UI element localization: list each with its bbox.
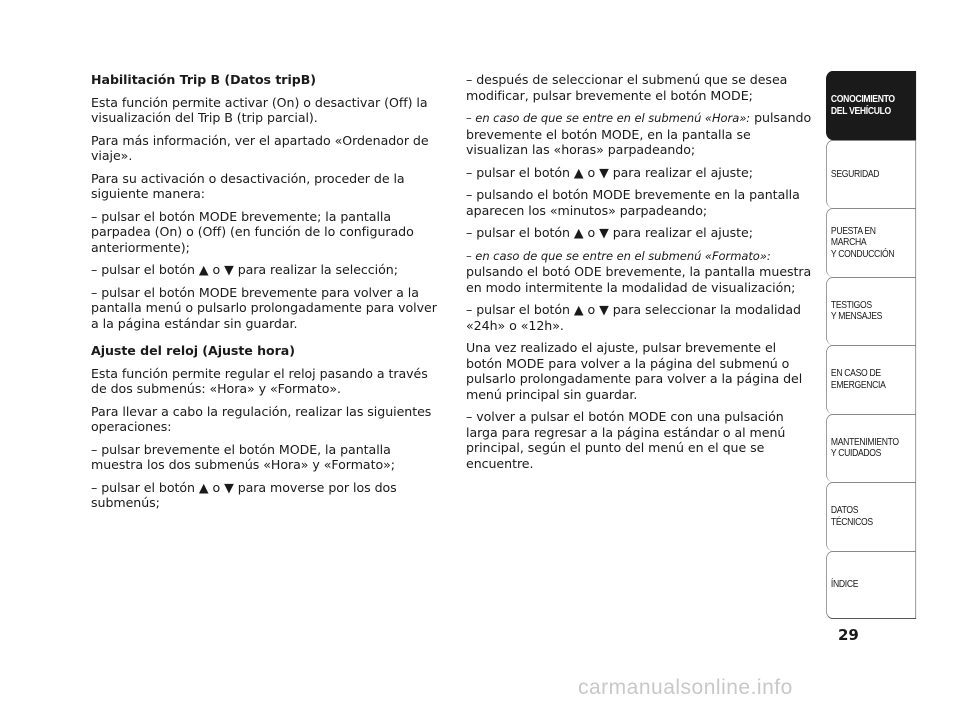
section-heading-clock: Ajuste del reloj (Ajuste hora) xyxy=(91,343,295,358)
paragraph: Para más información, ver el apartado «Ordenador de viaje». xyxy=(91,132,429,163)
tab-testigos[interactable] xyxy=(826,277,916,346)
italic-lead: – en caso de que se entre en el submenú «Hora»: xyxy=(466,111,751,125)
tab-label: CONOCIMIENTO DEL VEHÍCULO xyxy=(830,93,895,117)
list-item: – después de seleccionar el submenú que se desea modificar, pulsar brevemente el botón MODE; xyxy=(466,72,788,103)
tab-label: TESTIGOS Y MENSAJES xyxy=(830,298,883,323)
tab-datos-tecnicos[interactable] xyxy=(826,482,916,551)
paragraph: Esta función permite regular el reloj pasando a través de dos submenús: «Hora» y «Formato». xyxy=(91,365,428,396)
list-item-text: pulsando brevemente el botón MODE, en la pantalla se visualizan las «horas» parpadeando; xyxy=(466,110,812,157)
list-item: – pulsando el botón MODE brevemente en la pantalla aparecen los «minutos» parpadeando; xyxy=(466,187,800,218)
list-item: – pulsar el botón ▲ o ▼ para realizar el ajuste; xyxy=(466,164,753,180)
list-item: – pulsar el botón ▲ o ▼ para realizar el ajuste; xyxy=(466,225,753,240)
section-heading-trip-b: Habilitación Trip B (Datos tripB) xyxy=(91,72,316,87)
tab-label: MANTENIMIENTO Y CUIDADOS xyxy=(830,435,899,460)
list-item: – pulsar brevemente el botón MODE, la pantalla muestra los dos submenús «Hora» y «Formato»; xyxy=(91,441,395,472)
paragraph: Una vez realizado el ajuste, pulsar brevemente el botón MODE para volver a la página del submenú o pulsarlo prolongadamente para volver a la página del menú principal sin guardar. xyxy=(466,340,803,402)
watermark: carmanualsonline.info xyxy=(578,676,793,699)
page-number: 29 xyxy=(838,626,859,644)
tab-conocimiento[interactable] xyxy=(826,71,916,140)
tab-puesta-en-marcha[interactable] xyxy=(826,208,916,277)
tab-label: ÍNDICE xyxy=(830,578,859,590)
right-column xyxy=(466,72,816,478)
list-item: – pulsar el botón MODE brevemente para volver a la pantalla menú o pulsarlo prolongadamente para volver a la página estándar sin guardar. xyxy=(91,284,437,331)
left-column xyxy=(91,72,446,518)
tab-label: SEGURIDAD xyxy=(830,167,880,180)
list-item xyxy=(466,248,816,296)
tab-mantenimiento[interactable] xyxy=(826,414,916,483)
paragraph: Para su activación o desactivación, proceder de la siguiente manera: xyxy=(91,170,405,201)
chapter-tabs xyxy=(826,71,916,619)
tab-label: PUESTA EN MARCHA Y CONDUCCIÓN xyxy=(830,224,895,260)
list-item: – pulsar el botón ▲ o ▼ para moverse por los dos submenús; xyxy=(91,479,397,510)
list-item xyxy=(466,110,816,158)
list-item: – pulsar el botón ▲ o ▼ para seleccionar la modalidad «24h» o «12h». xyxy=(466,302,801,333)
list-item: – pulsar el botón ▲ o ▼ para realizar la selección; xyxy=(91,262,398,277)
tab-label: DATOS TÉCNICOS xyxy=(830,504,873,528)
tab-indice[interactable] xyxy=(826,551,916,620)
list-item-text: pulsando el botó ODE brevemente, la pantalla muestra en modo intermitente la modalidad de visualización; xyxy=(466,264,812,295)
list-item: – volver a pulsar el botón MODE con una pulsación larga para regresar a la página estándar o al menú principal, según el punto del menú en el que se encuentre. xyxy=(466,409,786,471)
tab-emergencia[interactable] xyxy=(826,345,916,414)
list-item: – pulsar el botón MODE brevemente; la pantalla parpadea (On) o (Off) (en función de lo configurado anteriormente); xyxy=(91,208,414,255)
paragraph: Para llevar a cabo la regulación, realizar las siguientes operaciones: xyxy=(91,403,432,434)
paragraph: Esta función permite activar (On) o desactivar (Off) la visualización del Trip B (trip parcial). xyxy=(91,94,428,125)
italic-lead: – en caso de que se entre en el submenú «Formato»: xyxy=(466,248,771,263)
tab-seguridad[interactable] xyxy=(826,140,916,209)
tab-label: EN CASO DE EMERGENCIA xyxy=(830,367,886,391)
